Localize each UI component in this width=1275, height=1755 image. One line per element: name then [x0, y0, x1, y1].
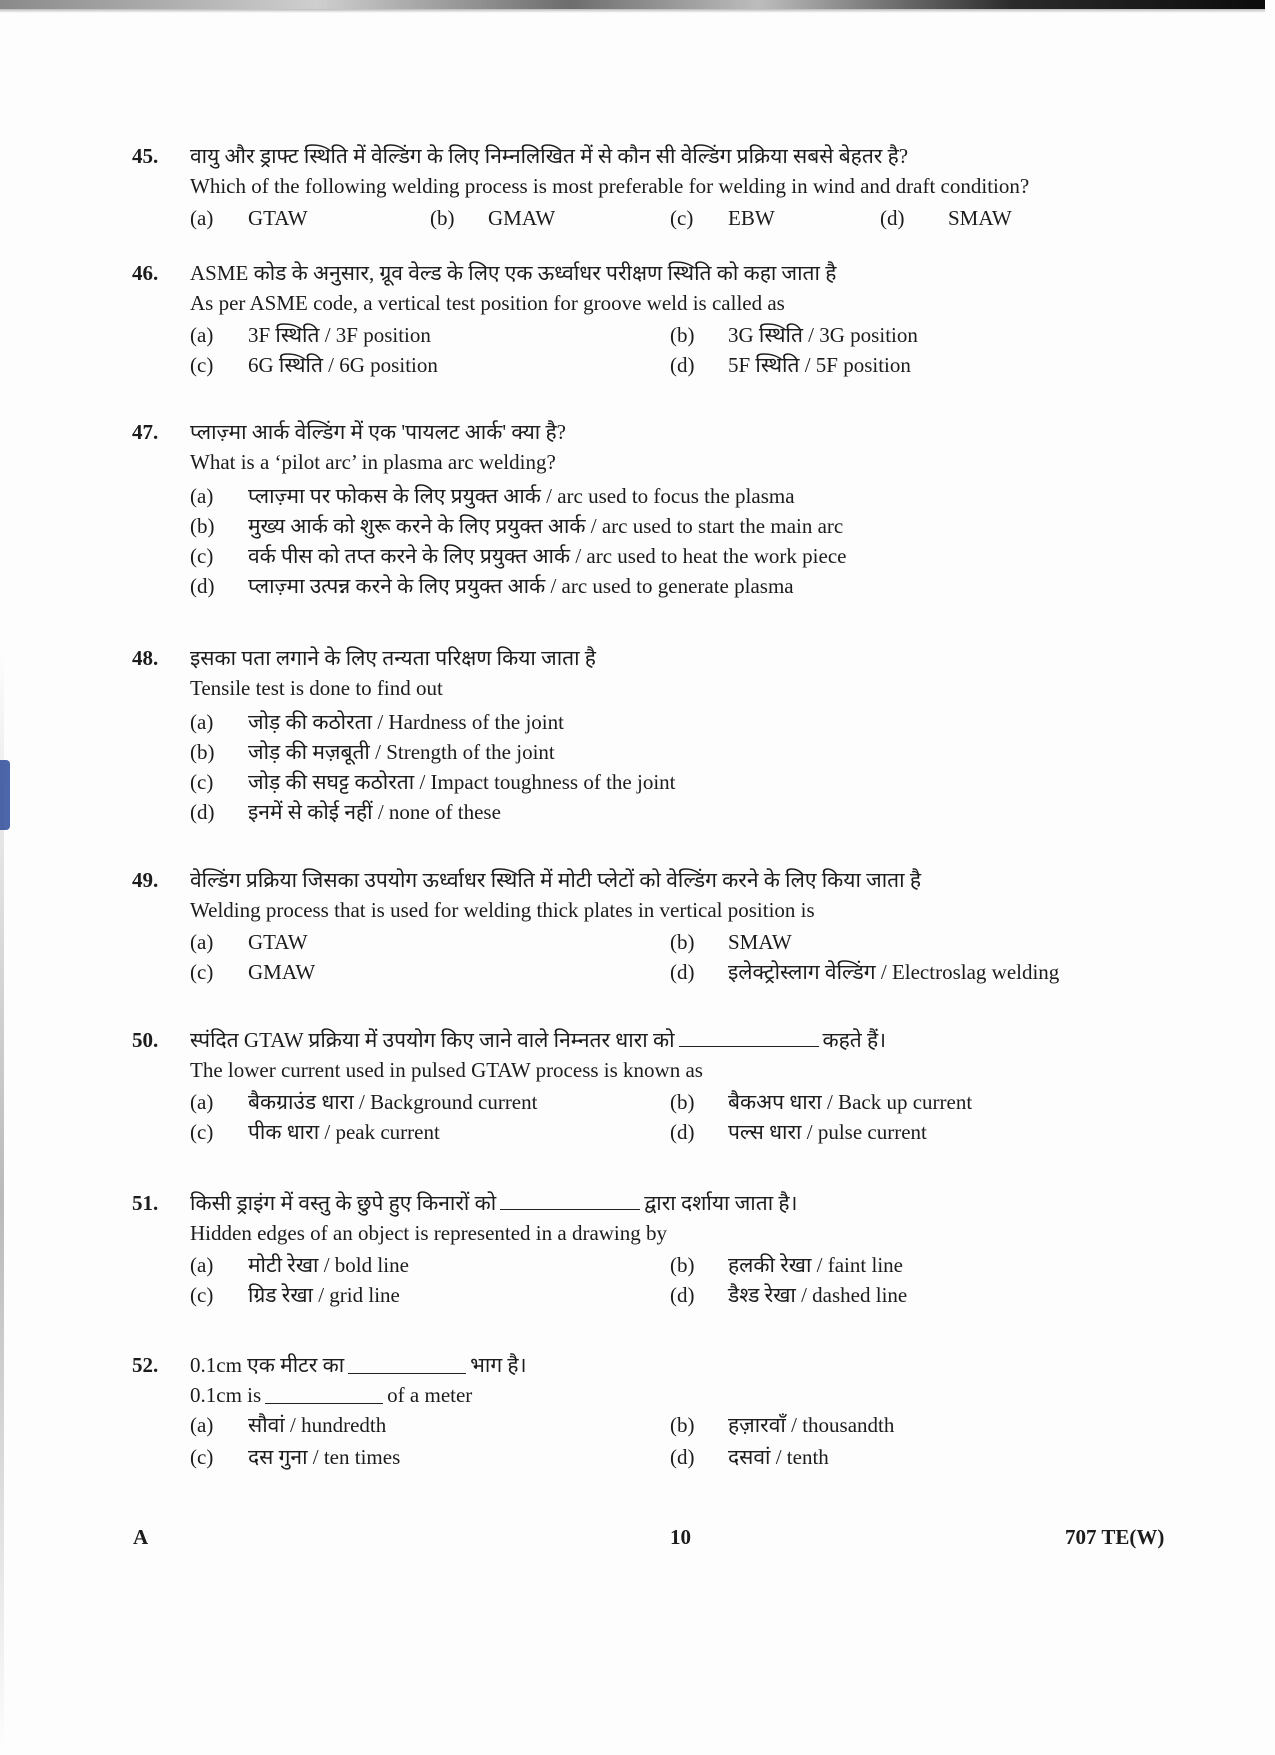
- option-d[interactable]: [670, 1117, 927, 1147]
- fill-blank: [679, 1028, 819, 1047]
- option-text: बैकग्राउंड धारा / Background current: [248, 1090, 538, 1114]
- option-d[interactable]: [190, 571, 794, 601]
- option-c[interactable]: [190, 350, 438, 380]
- option-a[interactable]: [190, 1087, 537, 1117]
- option-label: (b): [670, 1413, 695, 1437]
- question-number: 52.: [132, 1353, 159, 1377]
- option-text: पल्स धारा / pulse current: [728, 1120, 927, 1144]
- option-c[interactable]: [190, 767, 676, 797]
- option-label: (b): [430, 206, 455, 230]
- option-text: GMAW: [248, 960, 316, 984]
- english-after-blank: of a meter: [387, 1383, 473, 1407]
- option-text: जोड़ की मज़बूती / Strength of the joint: [248, 740, 555, 764]
- option-label: (c): [190, 1283, 214, 1307]
- option-label: (b): [670, 323, 695, 347]
- option-label: (b): [670, 1253, 695, 1277]
- option-label: (a): [190, 930, 214, 954]
- question-text-hindi: ASME कोड के अनुसार, ग्रूव वेल्ड के लिए एक ऊर्ध्वाधर परीक्षण स्थिति को कहा जाता है: [190, 261, 837, 285]
- option-d[interactable]: [670, 350, 911, 380]
- question-number: 46.: [132, 261, 159, 285]
- option-b[interactable]: [190, 511, 843, 541]
- option-a[interactable]: [190, 203, 308, 233]
- option-b[interactable]: [670, 1087, 972, 1117]
- option-text: SMAW: [948, 206, 1012, 230]
- option-label: (a): [190, 1090, 214, 1114]
- option-label: (a): [190, 1253, 214, 1277]
- option-text: 6G स्थिति / 6G position: [248, 353, 438, 377]
- question-number: 45.: [132, 144, 159, 168]
- option-text: प्लाज़्मा उत्पन्न करने के लिए प्रयुक्त आर्क / arc used to generate plasma: [248, 574, 794, 598]
- question-text-hindi: [190, 1025, 886, 1055]
- hindi-after-blank: कहते हैं।: [822, 1028, 887, 1052]
- question-text-hindi: वेल्डिंग प्रक्रिया जिसका उपयोग ऊर्ध्वाधर स्थिति में मोटी प्लेटों को वेल्डिंग करने के लिए किया जाता है: [190, 868, 921, 892]
- option-b[interactable]: [670, 927, 792, 957]
- option-b[interactable]: [670, 1410, 894, 1440]
- option-text: मुख्य आर्क को शुरू करने के लिए प्रयुक्त आर्क / arc used to start the main arc: [248, 514, 844, 538]
- question-text-english: As per ASME code, a vertical test position for groove weld is called as: [190, 291, 785, 315]
- option-d[interactable]: [880, 203, 1012, 233]
- hindi-before-blank: स्पंदित GTAW प्रक्रिया में उपयोग किए जाने वाले निम्नतर धारा को: [190, 1028, 675, 1052]
- option-label: (b): [190, 740, 215, 764]
- option-label: (c): [190, 1120, 214, 1144]
- option-a[interactable]: [190, 707, 564, 737]
- option-label: (d): [670, 353, 695, 377]
- option-c[interactable]: [190, 1280, 400, 1310]
- option-label: (c): [190, 1445, 214, 1469]
- question-text-english: [190, 1380, 472, 1410]
- option-a[interactable]: [190, 320, 431, 350]
- option-text: 3F स्थिति / 3F position: [248, 323, 431, 347]
- question-text-english: Which of the following welding process is most preferable for welding in wind and draft condition?: [190, 174, 1030, 198]
- question-number: 51.: [132, 1191, 159, 1215]
- option-label: (b): [670, 930, 695, 954]
- fill-blank: [265, 1391, 383, 1404]
- booklet-series: A: [133, 1525, 149, 1549]
- hindi-before-blank: 0.1cm एक मीटर का: [190, 1353, 345, 1377]
- option-text: डैश्ड रेखा / dashed line: [728, 1283, 908, 1307]
- scan-top-shadow: [0, 9, 1265, 13]
- option-a[interactable]: [190, 1410, 386, 1440]
- option-text: GMAW: [488, 206, 556, 230]
- option-label: (c): [190, 544, 214, 568]
- question-text-english: Hidden edges of an object is represented in a drawing by: [190, 1221, 668, 1245]
- option-d[interactable]: [190, 797, 501, 827]
- option-label: (a): [190, 206, 214, 230]
- question-text-hindi: [190, 1350, 527, 1380]
- option-label: (d): [670, 1445, 695, 1469]
- option-text: मोटी रेखा / bold line: [248, 1253, 409, 1277]
- option-text: 3G स्थिति / 3G position: [728, 323, 918, 347]
- question-text-hindi: प्लाज़्मा आर्क वेल्डिंग में एक 'पायलट आर्क' क्या है?: [190, 420, 566, 444]
- option-label: (a): [190, 710, 214, 734]
- question-number: 47.: [132, 420, 159, 444]
- option-label: (c): [670, 206, 694, 230]
- option-text: EBW: [728, 206, 775, 230]
- option-text: दसवां / tenth: [728, 1445, 829, 1469]
- option-b[interactable]: [670, 1250, 903, 1280]
- option-text: इलेक्ट्रोस्लाग वेल्डिंग / Electroslag welding: [728, 960, 1060, 984]
- option-b[interactable]: [670, 320, 918, 350]
- scan-top-edge: [0, 0, 1265, 9]
- paper-code: 707 TE(W): [1065, 1525, 1165, 1549]
- option-text: प्लाज़्मा पर फोकस के लिए प्रयुक्त आर्क / arc used to focus the plasma: [248, 484, 795, 508]
- fill-blank: [348, 1361, 466, 1374]
- option-text: GTAW: [248, 930, 308, 954]
- option-label: (d): [880, 206, 905, 230]
- question-text-english: Welding process that is used for welding thick plates in vertical position is: [190, 898, 815, 922]
- english-before-blank: 0.1cm is: [190, 1383, 262, 1407]
- hindi-after-blank: भाग है।: [470, 1353, 527, 1377]
- option-text: बैकअप धारा / Back up current: [728, 1090, 973, 1114]
- option-text: सौवां / hundredth: [248, 1413, 387, 1437]
- option-a[interactable]: [190, 927, 308, 957]
- option-text: दस गुना / ten times: [248, 1445, 401, 1469]
- question-text-english: The lower current used in pulsed GTAW process is known as: [190, 1058, 703, 1082]
- option-text: GTAW: [248, 206, 308, 230]
- option-label: (b): [190, 514, 215, 538]
- option-label: (c): [190, 353, 214, 377]
- option-a[interactable]: [190, 481, 795, 511]
- option-b[interactable]: [190, 737, 555, 767]
- option-label: (d): [670, 960, 695, 984]
- question-text-hindi: [190, 1188, 798, 1218]
- option-c[interactable]: [190, 1442, 400, 1472]
- option-text: पीक धारा / peak current: [248, 1120, 440, 1144]
- question-text-hindi: वायु और ड्राफ्ट स्थिति में वेल्डिंग के लिए निम्नलिखित में से कौन सी वेल्डिंग प्रक्रिया सबसे बेहतर है?: [190, 144, 909, 168]
- option-label: (d): [670, 1283, 695, 1307]
- option-label: (c): [190, 960, 214, 984]
- option-label: (a): [190, 484, 214, 508]
- ink-mark: [0, 760, 10, 830]
- option-text: हलकी रेखा / faint line: [728, 1253, 903, 1277]
- question-number: 48.: [132, 646, 159, 670]
- hindi-after-blank: द्वारा दर्शाया जाता है।: [644, 1191, 798, 1215]
- hindi-before-blank: किसी ड्राइंग में वस्तु के छुपे हुए किनारों को: [190, 1191, 497, 1215]
- question-number: 49.: [132, 868, 159, 892]
- option-text: जोड़ की कठोरता / Hardness of the joint: [248, 710, 564, 734]
- option-text: 5F स्थिति / 5F position: [728, 353, 911, 377]
- question-number: 50.: [132, 1028, 159, 1052]
- option-c[interactable]: [190, 541, 846, 571]
- option-label: (a): [190, 1413, 214, 1437]
- option-d[interactable]: [670, 1280, 907, 1310]
- option-text: हज़ारवाँ / thousandth: [728, 1413, 895, 1437]
- option-label: (b): [670, 1090, 695, 1114]
- option-label: (d): [190, 574, 215, 598]
- option-a[interactable]: [190, 1250, 409, 1280]
- option-text: इनमें से कोई नहीं / none of these: [248, 800, 501, 824]
- option-c[interactable]: [190, 1117, 440, 1147]
- question-text-english: What is a ‘pilot arc’ in plasma arc welding?: [190, 450, 556, 474]
- option-label: (d): [190, 800, 215, 824]
- option-d[interactable]: [670, 1442, 829, 1472]
- option-b[interactable]: [430, 203, 555, 233]
- fill-blank: [500, 1191, 640, 1210]
- option-c[interactable]: [670, 203, 775, 233]
- option-text: SMAW: [728, 930, 792, 954]
- option-label: (d): [670, 1120, 695, 1144]
- option-c[interactable]: [190, 957, 315, 987]
- page-number: 10: [670, 1525, 691, 1549]
- option-text: जोड़ की सघट्ट कठोरता / Impact toughness of the joint: [248, 770, 676, 794]
- option-d[interactable]: [670, 957, 1059, 987]
- option-text: ग्रिड रेखा / grid line: [248, 1283, 400, 1307]
- option-label: (a): [190, 323, 214, 347]
- option-label: (c): [190, 770, 214, 794]
- option-text: वर्क पीस को तप्त करने के लिए प्रयुक्त आर्क / arc used to heat the work piece: [248, 544, 847, 568]
- question-text-hindi: इसका पता लगाने के लिए तन्यता परिक्षण किया जाता है: [190, 646, 596, 670]
- question-text-english: Tensile test is done to find out: [190, 676, 443, 700]
